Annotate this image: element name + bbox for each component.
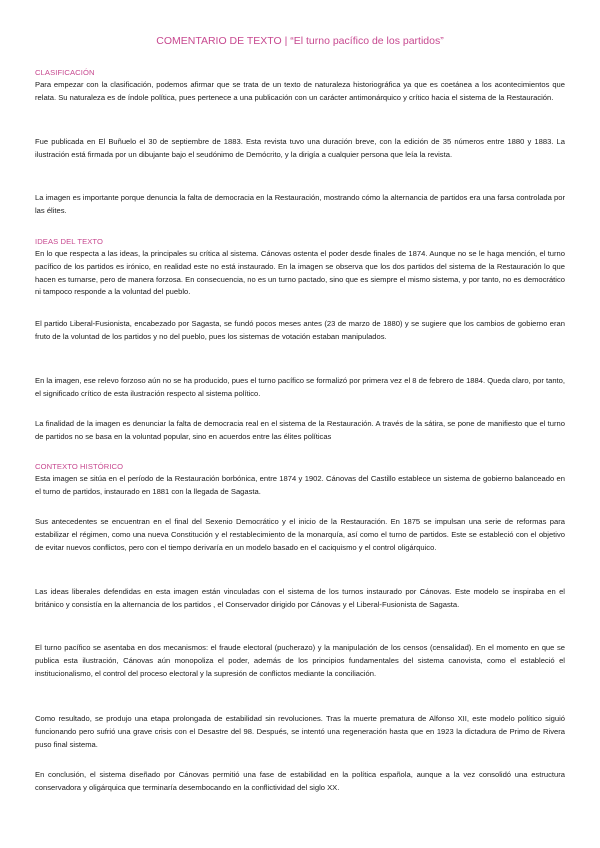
paragraph-clasificacion-2: Fue publicada en El Buñuelo el 30 de septiembre de 1883. Esta revista tuvo una duración breve, con la edición de 35 números entre 1880 y 1883. La ilustración está firmada por un dibujante bajo el seudónimo de Demócrito, y la dirigía a cualquier persona que leía la revista. xyxy=(35,137,565,159)
paragraph-contexto-1: Esta imagen se sitúa en el período de la Restauración borbónica, entre 1874 y 1902. Cánovas del Castillo establece un sistema de gobierno balanceado en el turno de partidos, instaurado en 1881 con la llegada de Sagasta. xyxy=(35,474,565,496)
section-heading-contexto: CONTEXTO HISTÓRICO xyxy=(35,462,124,471)
paragraph-contexto-6: En conclusión, el sistema diseñado por Cánovas permitió una fase de estabilidad en la política española, aunque a la vez consolidó una estructura conservadora y oligárquica que terminaría desembocando en la conflictividad del siglo XX. xyxy=(35,770,565,792)
paragraph-contexto-4: El turno pacífico se asentaba en dos mecanismos: el fraude electoral (pucherazo) y la manipulación de los censos (censalidad). En el momento en que se publica esta ilustración, Cánovas aún monopoliza el poder, además de los principios fundamentales del sistema canovista, como el estableció el institucionalismo, el control del proceso electoral y la supresión de conflictos mediante la conciliación. xyxy=(35,643,565,678)
page-title: COMENTARIO DE TEXTO | “El turno pacífico de los partidos” xyxy=(156,35,444,47)
paragraph-ideas-4: La finalidad de la imagen es denunciar la falta de democracia real en el sistema de la Restauración. A través de la sátira, se pone de manifiesto que el turno de partidos no se basa en la voluntad popular, sino en acuerdos entre las élites políticas xyxy=(35,419,565,441)
section-heading-ideas: IDEAS DEL TEXTO xyxy=(35,237,104,246)
paragraph-clasificacion-1: Para empezar con la clasificación, podemos afirmar que se trata de un texto de naturaleza historiográfica ya que es coetánea a los acontecimientos que relata. Su naturaleza es de índole política, pues pertenece a una publicación con un carácter antimonárquico y crítico hacia el sistema de la Restauración. xyxy=(35,80,565,102)
paragraph-ideas-1: En lo que respecta a las ideas, la principales su crítica al sistema. Cánovas ostenta el poder desde finales de 1874. Aunque no se le haga mención, el turno pacífico de los partidos es irónico, en realidad este no está instaurado. En la imagen se observa que los dos partidos del sistema de la Restauración lo que hacen es turnarse, pero de manera forzosa. En consecuencia, no es un turno pactado, sino que es siempre el mismo sistema, y por tanto, no es democrático ni tampoco responde a la voluntad del pueblo. xyxy=(35,249,565,297)
paragraph-ideas-2: El partido Liberal-Fusionista, encabezado por Sagasta, se fundó pocos meses antes (23 de marzo de 1880) y se sugiere que los cambios de gobierno eran fruto de la voluntad de los partidos y no del pueblo, pues los sistemas de votación estaban manipulados. xyxy=(35,319,565,341)
paragraph-clasificacion-3: La imagen es importante porque denuncia la falta de democracia en la Restauración, mostrando cómo la alternancia de partidos era una farsa controlada por las élites. xyxy=(35,193,565,215)
paragraph-contexto-5: Como resultado, se produjo una etapa prolongada de estabilidad sin revoluciones. Tras la muerte prematura de Alfonso XII, este modelo político siguió funcionando pero sufrió una grave crisis con el Desastre del 98. Después, se intentó una regeneración hasta que en 1923 la dictadura de Primo de Rivera puso final sistema. xyxy=(35,714,565,749)
paragraph-contexto-3: Las ideas liberales defendidas en esta imagen están vinculadas con el sistema de los turnos instaurado por Cánovas. Este modelo se inspiraba en el británico y consistía en la alternancia de los partidos , el Conservador dirigido por Cánovas y el Liberal-Fusionista de Sagasta. xyxy=(35,587,565,609)
paragraph-ideas-3: En la imagen, ese relevo forzoso aún no se ha producido, pues el turno pacífico se formalizó por primera vez el 8 de febrero de 1884. Queda claro, por tanto, el significado crítico de esta ilustración respecto al sistema político. xyxy=(35,376,565,398)
paragraph-contexto-2: Sus antecedentes se encuentran en el final del Sexenio Democrático y el inicio de la Restauración. En 1875 se impulsan una serie de reformas para estabilizar el régimen, como una nueva Constitución y el restablecimiento de la monarquía, así como el turno de partidos. Este se estableció con el objetivo de evitar nuevos conflictos, pero con el tiempo derivaría en un modelo basado en el caciquismo y el control oligárquico. xyxy=(35,517,565,552)
section-heading-clasificacion: CLASIFICACIÓN xyxy=(35,68,95,77)
